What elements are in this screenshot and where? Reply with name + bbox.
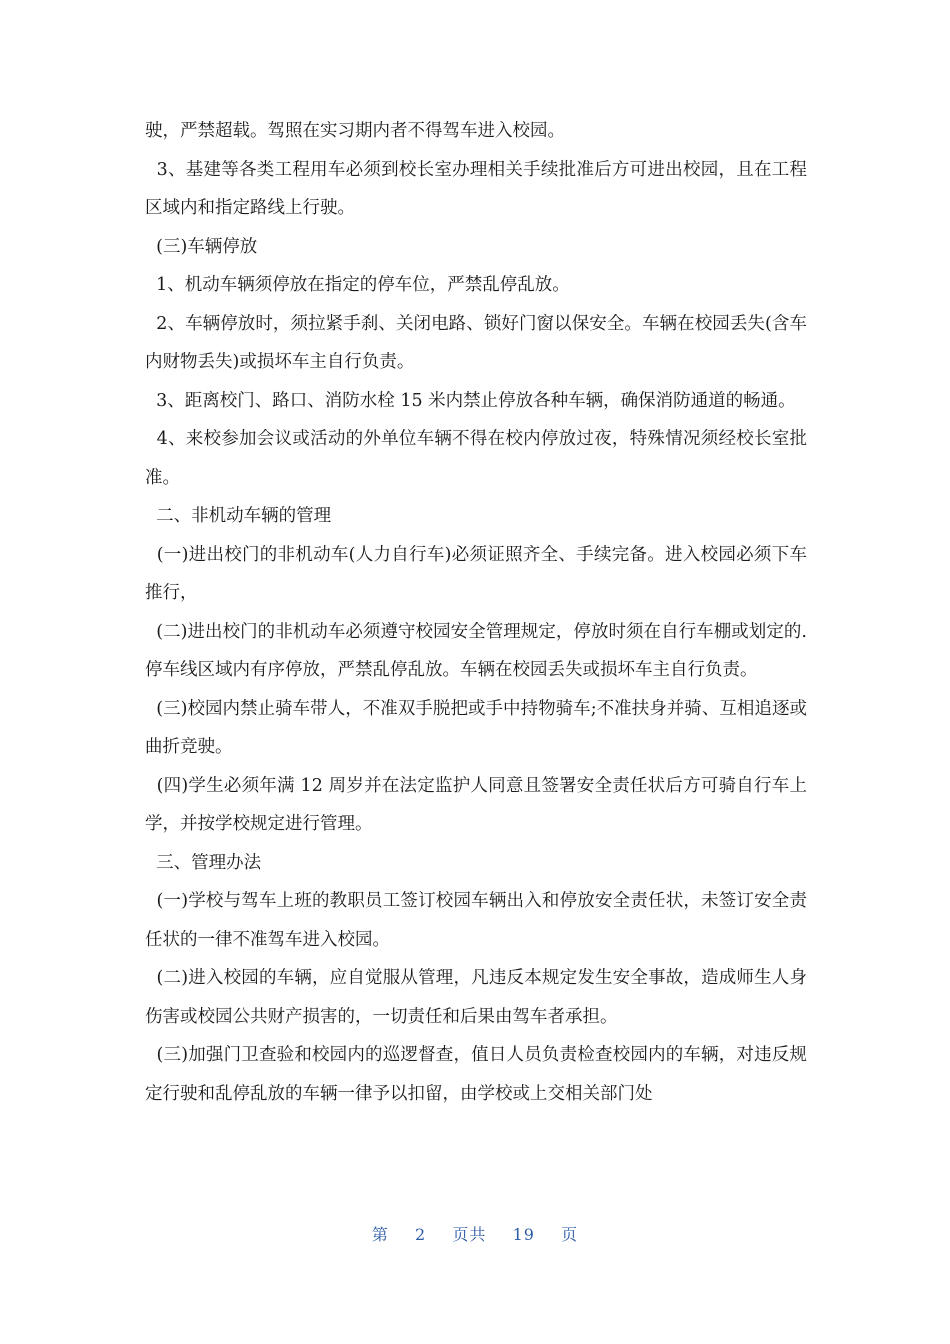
- paragraph: 3、基建等各类工程用车必须到校长室办理相关手续批准后方可进出校园，且在工程区域内和指定路线上行驶。: [145, 159, 807, 218]
- section-heading: (三)车辆停放: [145, 236, 258, 257]
- section-heading: 三、管理办法: [145, 852, 262, 873]
- paragraph: (二)进入校园的车辆，应自觉服从管理，凡违反本规定发生安全事故，造成师生人身伤害或校园公共财产损害的，一切责任和后果由驾车者承担。: [145, 968, 807, 1027]
- paragraph: (三)校园内禁止骑车带人，不准双手脱把或手中持物骑车;不准扶身并骑、互相追逐或曲折竞驶。: [145, 698, 807, 757]
- page-footer: [0, 1222, 950, 1245]
- paragraph: 驶，严禁超载。驾照在实习期内者不得驾车进入校园。: [145, 121, 565, 141]
- paragraph: (二)进出校门的非机动车必须遵守校园安全管理规定，停放时须在自行车棚或划定的.停车线区域内有序停放，严禁乱停乱放。车辆在校园丢失或损坏车主自行负责。: [145, 621, 807, 680]
- paragraph: 4、来校参加会议或活动的外单位车辆不得在校内停放过夜，特殊情况须经校长室批准。: [145, 429, 807, 488]
- section-heading: 二、非机动车辆的管理: [145, 506, 332, 526]
- paragraph: (一)学校与驾车上班的教职员工签订校园车辆出入和停放安全责任状，未签订安全责任状的一律不准驾车进入校园。: [145, 891, 807, 950]
- paragraph: (三)加强门卫查验和校园内的巡逻督查，值日人员负责检查校园内的车辆，对违反规定行驶和乱停乱放的车辆一律予以扣留，由学校或上交相关部门处: [145, 1045, 807, 1104]
- document-body: [145, 112, 807, 1113]
- page-prefix: 第: [371, 1225, 389, 1244]
- paragraph: 1、机动车辆须停放在指定的停车位，严禁乱停乱放。: [145, 275, 570, 295]
- page-number: 2: [415, 1225, 427, 1244]
- page-suffix: 页: [561, 1225, 579, 1244]
- paragraph: 2、车辆停放时，须拉紧手刹、关闭电路、锁好门窗以保安全。车辆在校园丢失(含车内财物丢失)或损坏车主自行负责。: [145, 313, 807, 372]
- paragraph: (四)学生必须年满 12 周岁并在法定监护人同意且签署安全责任状后方可骑自行车上学，并按学校规定进行管理。: [145, 775, 807, 834]
- page-mid: 页共: [452, 1225, 487, 1244]
- page-total: 19: [512, 1225, 535, 1244]
- paragraph: (一)进出校门的非机动车(人力自行车)必须证照齐全、手续完备。进入校园必须下车推行，: [145, 544, 807, 603]
- paragraph: 3、距离校门、路口、消防水栓 15 米内禁止停放各种车辆，确保消防通道的畅通。: [145, 390, 796, 411]
